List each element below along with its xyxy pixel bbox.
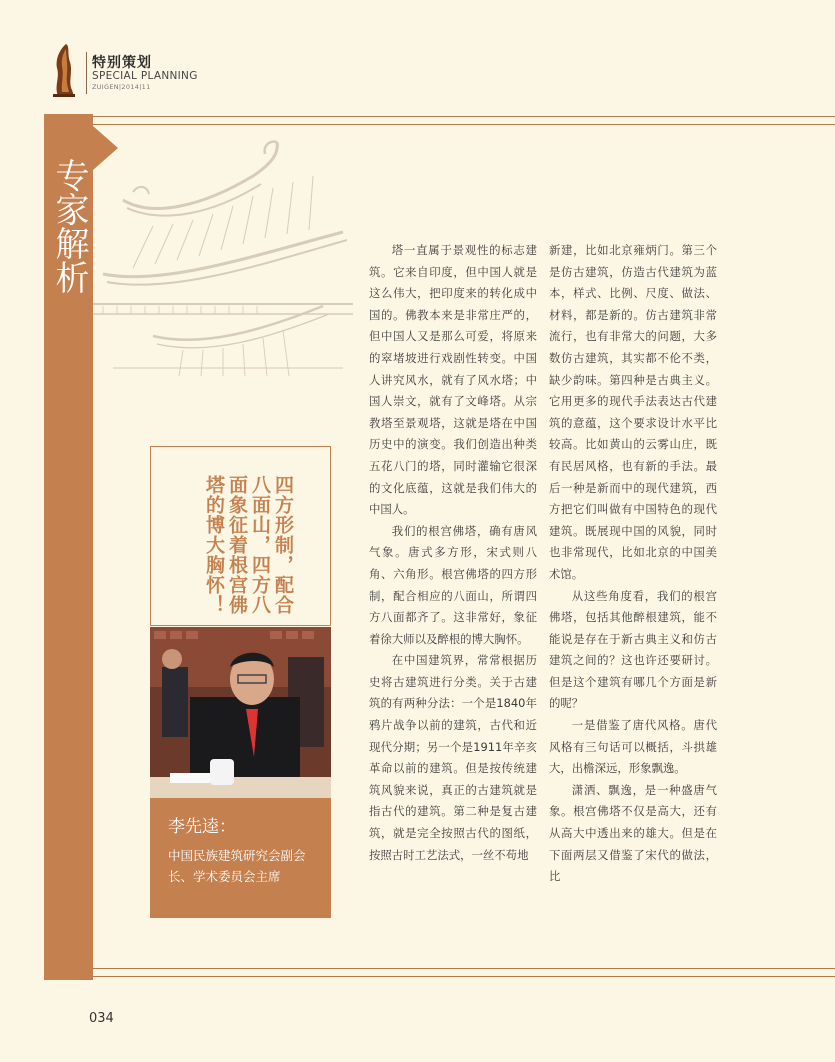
section-title: 专家解析 <box>49 158 89 294</box>
top-rule-2 <box>93 124 835 125</box>
root-carving-logo-icon <box>50 42 78 98</box>
article-column-1 <box>369 240 537 866</box>
paragraph: 在中国建筑界，常常根据历史将古建筑进行分类。关于古建筑的有两种分法：一个是1840年鸦片战争以前的建筑，古代和近现代分期；另一个是1911年辛亥革命以前的建筑。但是按传统建筑风貌来说，真正的古建筑就是指古代的建筑。第二种是复古建筑，就是完全按照古代的图纸，按照古时工艺法式，一丝不苟地 <box>369 653 537 862</box>
portrait-photo-icon <box>150 627 331 798</box>
paragraph: 新建，比如北京雍炳门。第三个是仿古建筑，仿造古代建筑为蓝本，样式、比例、尺度、做法、材料，都是新的。仿古建筑非常流行，也有非常大的问题，大多数仿古建筑，其实都不伦不类，缺少韵味。第四种是古典主义。它用更多的现代手法表达古代建筑的意蕴，这个要求设计水平比较高。比如黄山的云雾山庄，既有民居风格，也有新的手法。最后一种是新而中的现代建筑，西方把它们叫做有中国特色的现代建筑。既展现中国的风貌，同时也非常现代，比如北京的中国美术馆。 <box>549 243 717 581</box>
paragraph: 我们的根宫佛塔，确有唐风气象。唐式多方形，宋式则八角、六角形。根宫佛塔的四方形制，配合相应的八面山，所谓四方八面都齐了。这非常好，象征着徐大师以及醉根的博大胸怀。 <box>369 523 537 646</box>
header-divider <box>86 52 87 94</box>
header-title-cn: 特别策划 <box>92 55 152 71</box>
page-number: 034 <box>89 1011 114 1026</box>
paragraph: 一是借鉴了唐代风格。唐代风格有三句话可以概括，斗拱雄大，出檐深远，形象飘逸。 <box>549 718 717 776</box>
top-rule-1 <box>93 116 835 117</box>
pull-quote: 四方形制，配合八面山，四方八面象征着根宫佛塔的博大胸怀！ <box>203 475 294 615</box>
paragraph: 塔一直属于景观性的标志建筑。它来自印度，但中国人就是这么伟大，把印度来的转化成中国的。佛教本来是非常庄严的，但中国人又是那么可爱，将原来的窣堵坡进行戏剧性转变。中国人讲究风水，就有了风水塔；中国人崇文，就有了文峰塔。从宗教塔至景观塔，这就是塔在中国历史中的演变。我们创造出种类五花八门的塔，同时灌输它很深的文化底蕴，这就是我们伟大的中国人。 <box>369 243 537 517</box>
quote-box <box>150 446 331 626</box>
chinese-roof-eaves-illustration-icon <box>93 136 353 381</box>
article-column-2 <box>549 240 717 888</box>
speaker-name: 李先逵： <box>168 817 236 837</box>
bottom-rule-2 <box>93 976 835 977</box>
speaker-caption <box>150 798 331 918</box>
header-title-en: SPECIAL PLANNING <box>92 70 198 82</box>
paragraph: 潇洒、飘逸，是一种盛唐气象。根宫佛塔不仅是高大，还有从高大中透出来的雄大。但是在下面两层又借鉴了宋代的做法，比 <box>549 782 717 884</box>
header-issue: ZUIGEN|2014|11 <box>92 83 151 91</box>
bottom-rule-1 <box>93 968 835 969</box>
speaker-title: 中国民族建筑研究会副会长、学术委员会主席 <box>168 848 306 884</box>
paragraph: 从这些角度看，我们的根宫佛塔，包括其他醉根建筑，能不能说是存在于新古典主义和仿古建筑之间的？这也许还要研讨。但是这个建筑有哪几个方面是新的呢？ <box>549 588 717 711</box>
